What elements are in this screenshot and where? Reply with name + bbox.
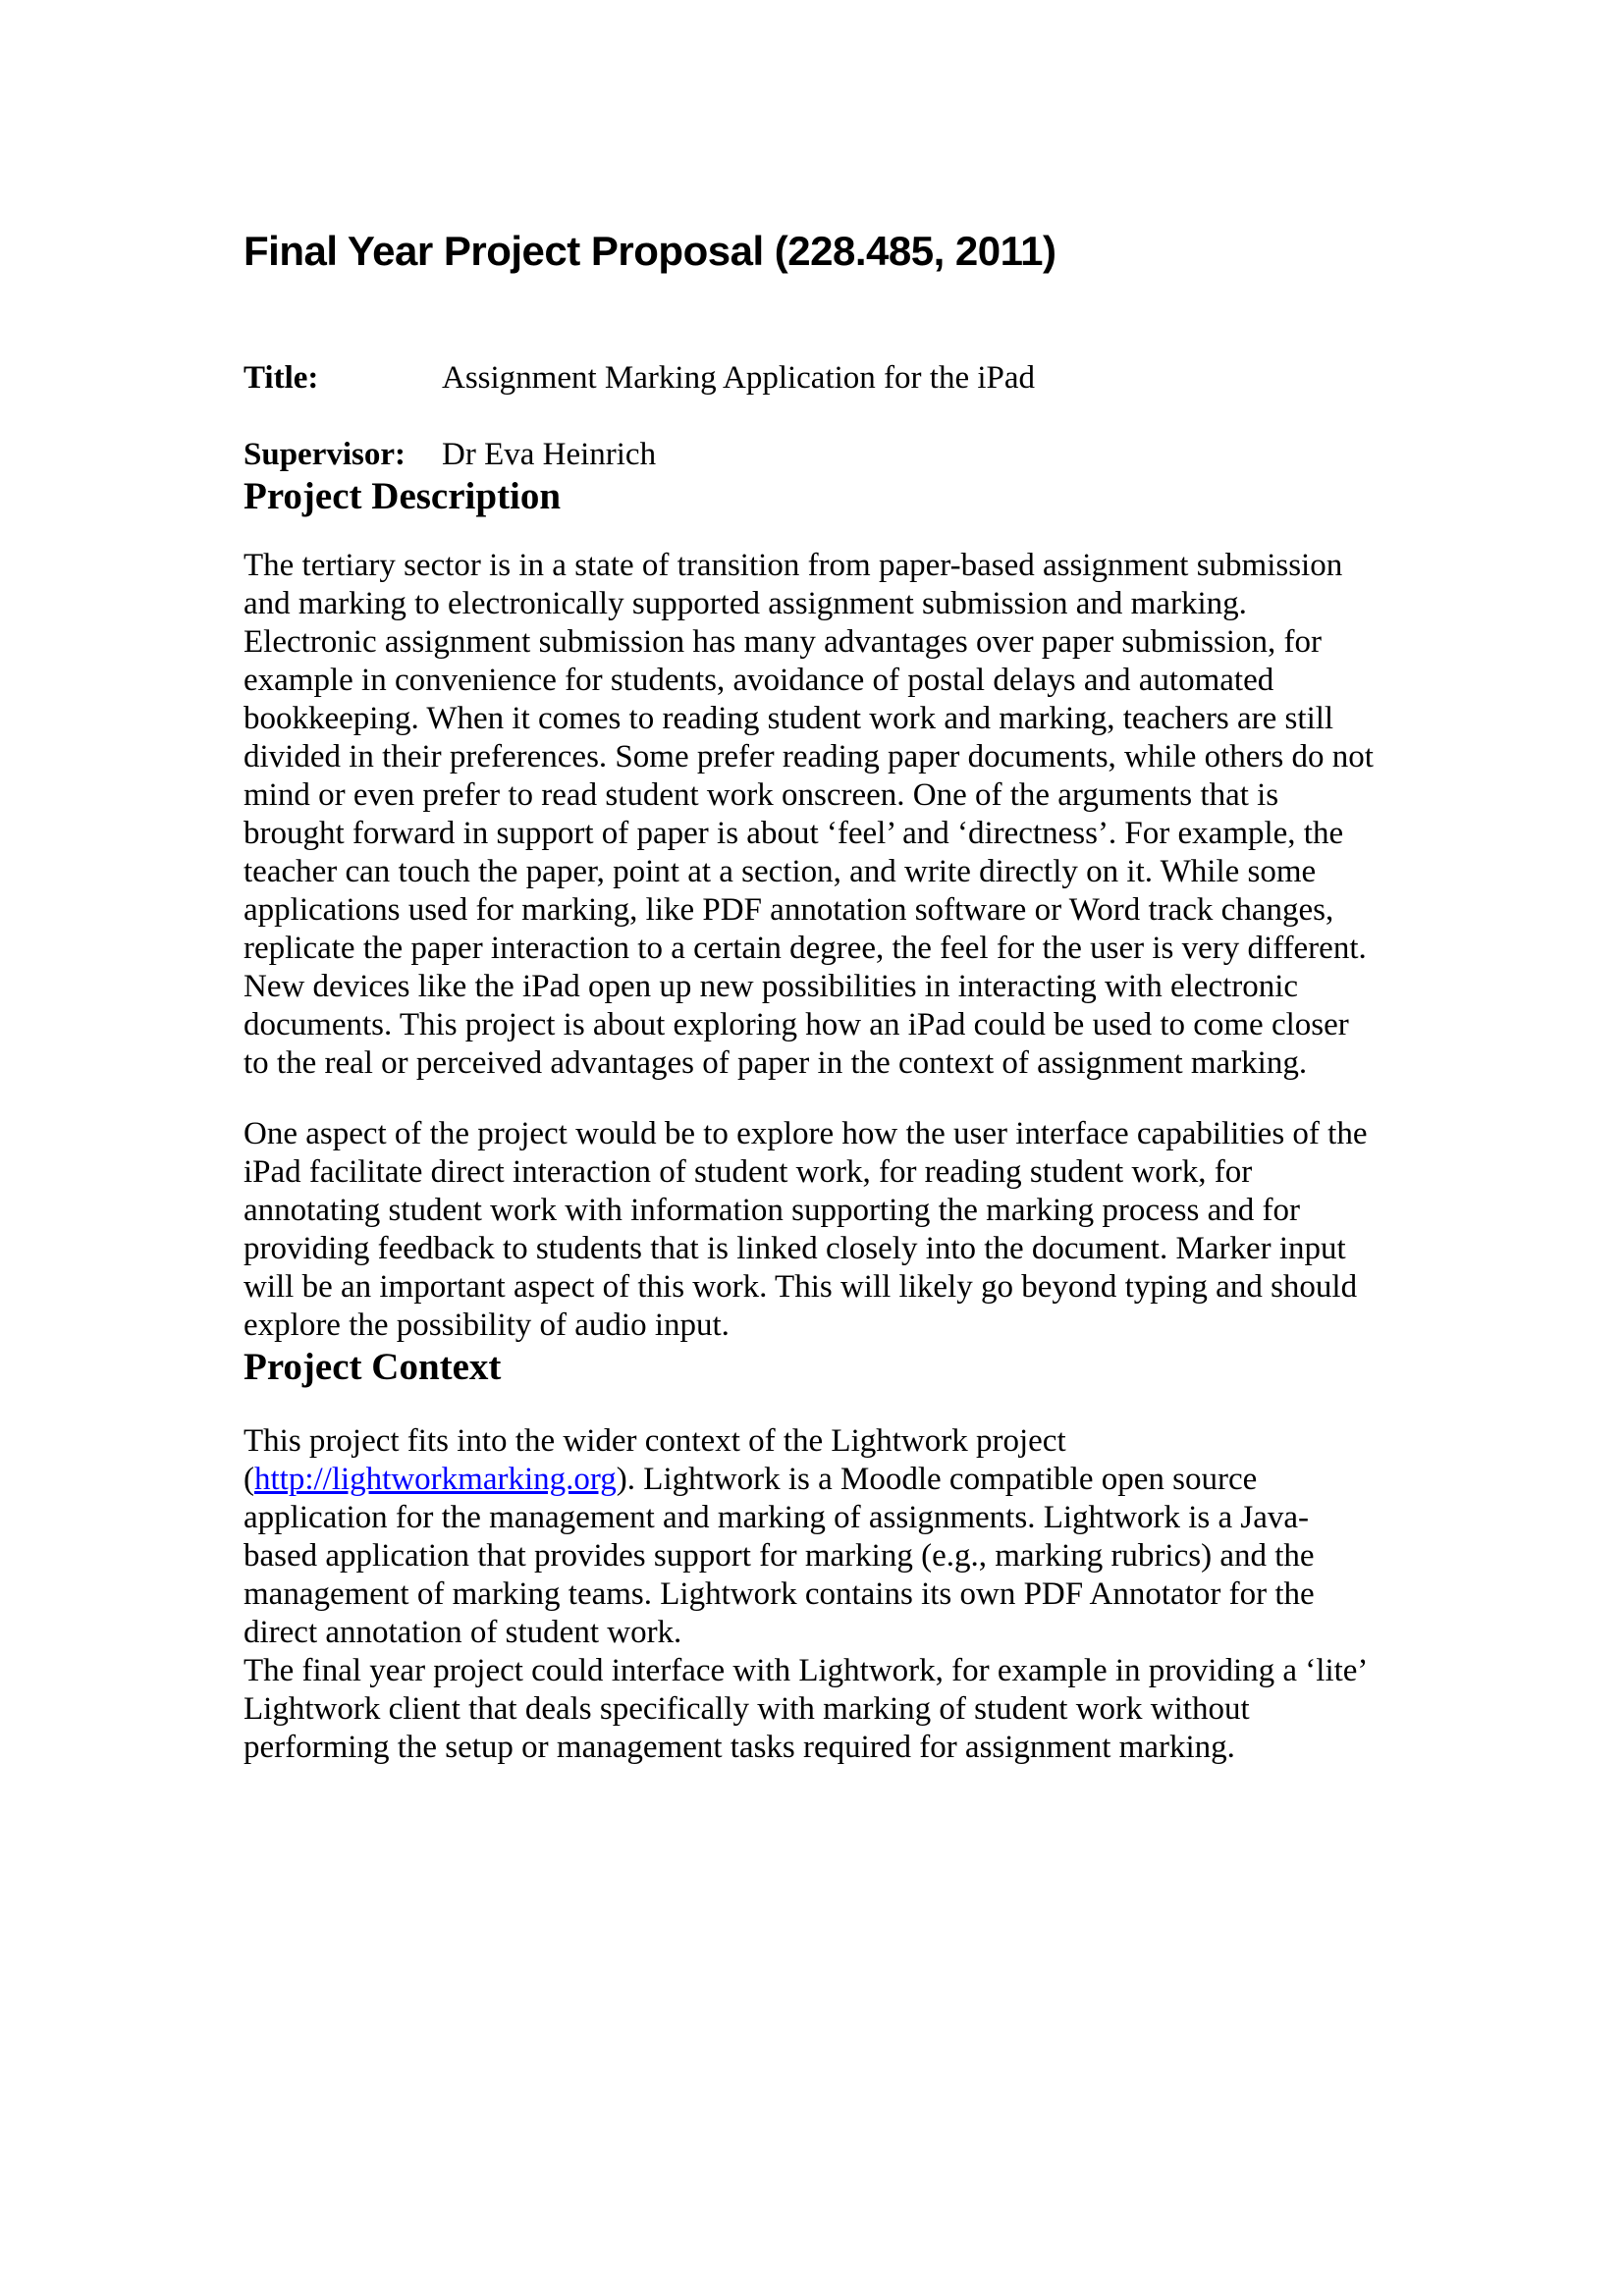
supervisor-value: Dr Eva Heinrich [442,437,657,472]
project-description-paragraph-1: The tertiary sector is in a state of transition from paper-based assignment submission and marking to electronically supported assignment submission and marking. Electronic assignment submission has many advantages over paper submission, for example in convenience for students, avoidance of postal delays and automated bookkeeping. When it comes to reading student work and marking, teachers are still divided in their preferences. Some prefer reading paper documents, while others do not mind or even prefer to read student work onscreen. One of the arguments that is brought forward in support of paper is about ‘feel’ and ‘directness’. For example, the teacher can touch the paper, point at a section, and write directly on it. While some applications used for marking, like PDF annotation software or Word track changes, replicate the paper interaction to a certain degree, the feel for the user is very different. New devices like the iPad open up new possibilities in interacting with electronic documents. This project is about exploring how an iPad could be used to come closer to the real or perceived advantages of paper in the context of assignment marking. [244,548,1374,1081]
meta-supervisor-row [244,436,1380,474]
project-description-paragraph-2: One aspect of the project would be to explore how the user interface capabilities of the iPad facilitate direct interaction of student work, for reading student work, for annotating student work with information supporting the marking process and for providing feedback to students that is linked closely into the document. Marker input will be an important aspect of this work. This will likely go beyond typing and should explore the possibility of audio input. [244,1116,1368,1343]
section-heading-project-context: Project Context [244,1346,502,1388]
meta-title-row [244,359,1380,398]
supervisor-label: Supervisor: [244,437,406,472]
lightwork-link[interactable]: http://lightworkmarking.org [254,1462,617,1497]
page-title: Final Year Project Proposal (228.485, 2011) [244,228,1056,274]
project-context-paragraph [244,1422,1380,1652]
title-value: Assignment Marking Application for the iPad [442,360,1036,396]
context-text-before-link: This project fits into the wider context of the Lightwork project ( [244,1423,1066,1497]
title-label: Title: [244,360,319,396]
context-text-after-link: ). Lightwork is a Moodle compatible open source application for the management and marking of assignments. Lightwork is a Java-based application that provides support for marking (e.g., marking rubrics) and the management of marking teams. Lightwork contains its own PDF Annotator for the direct annotation of student work. [244,1462,1315,1650]
project-context-paragraph-line-2: The final year project could interface with Lightwork, for example in providing a ‘lite’ Lightwork client that deals specifically with marking of student work without performing the setup or management tasks required for assignment marking. [244,1653,1366,1765]
document-content [244,227,1380,1767]
section-heading-project-description: Project Description [244,475,562,517]
